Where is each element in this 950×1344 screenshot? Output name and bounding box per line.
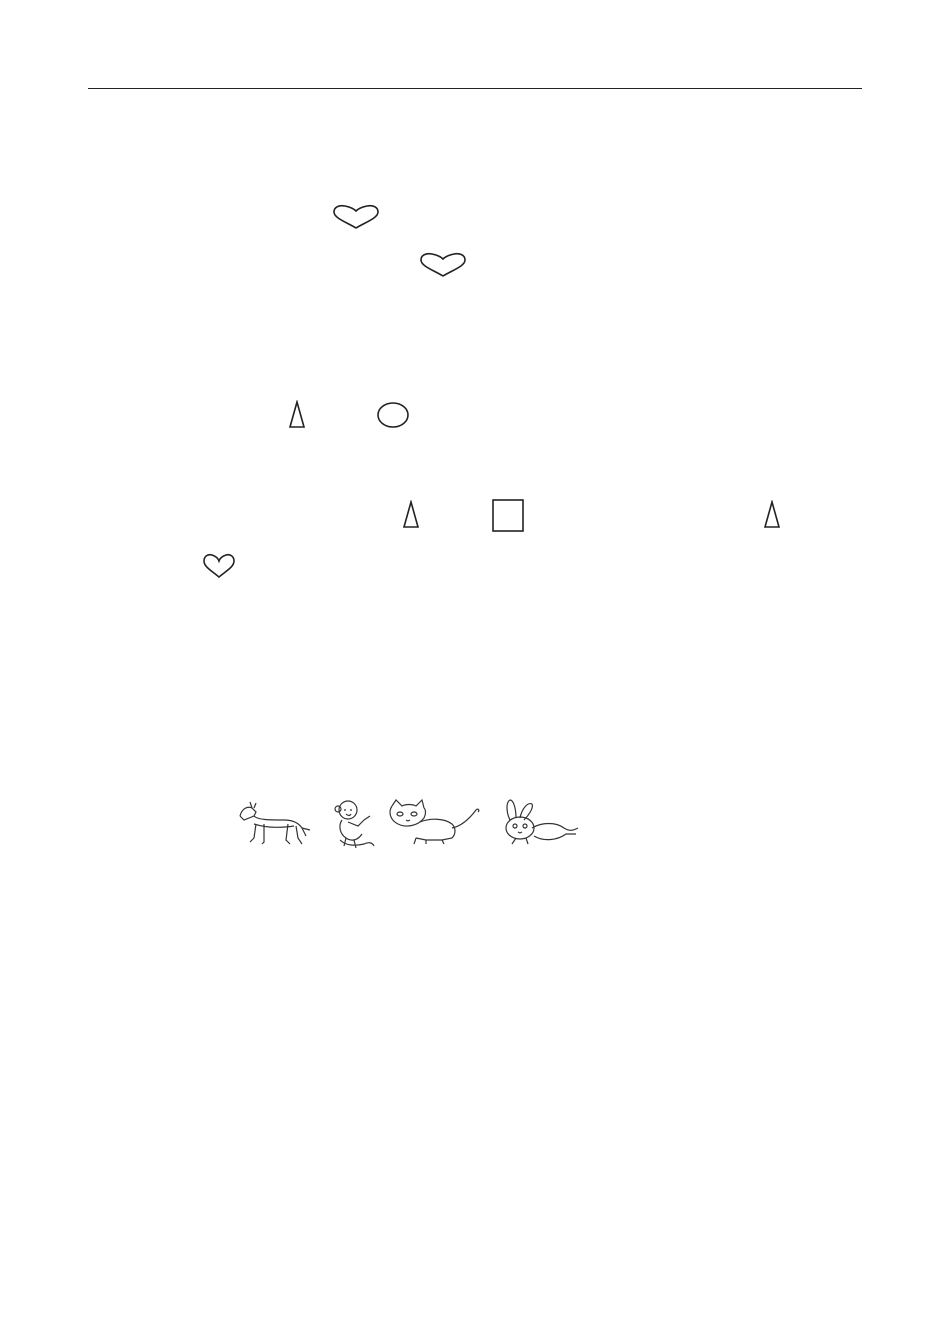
heart-icon xyxy=(332,204,380,230)
heart-icon xyxy=(202,553,236,579)
triangle-icon xyxy=(401,500,421,530)
horse-icon xyxy=(232,798,312,850)
heart-icon xyxy=(419,252,467,278)
triangle-row xyxy=(158,348,328,380)
header-rule xyxy=(88,88,862,89)
triangle-icon xyxy=(287,400,307,430)
square-icon xyxy=(491,498,525,534)
apple-baskets xyxy=(232,696,712,762)
cat-icon xyxy=(386,798,482,848)
circle-icon xyxy=(375,400,411,430)
rabbit-icon xyxy=(498,798,582,848)
monkey-icon xyxy=(328,798,378,852)
triangle-icon xyxy=(762,500,782,530)
heart-row xyxy=(145,160,540,192)
